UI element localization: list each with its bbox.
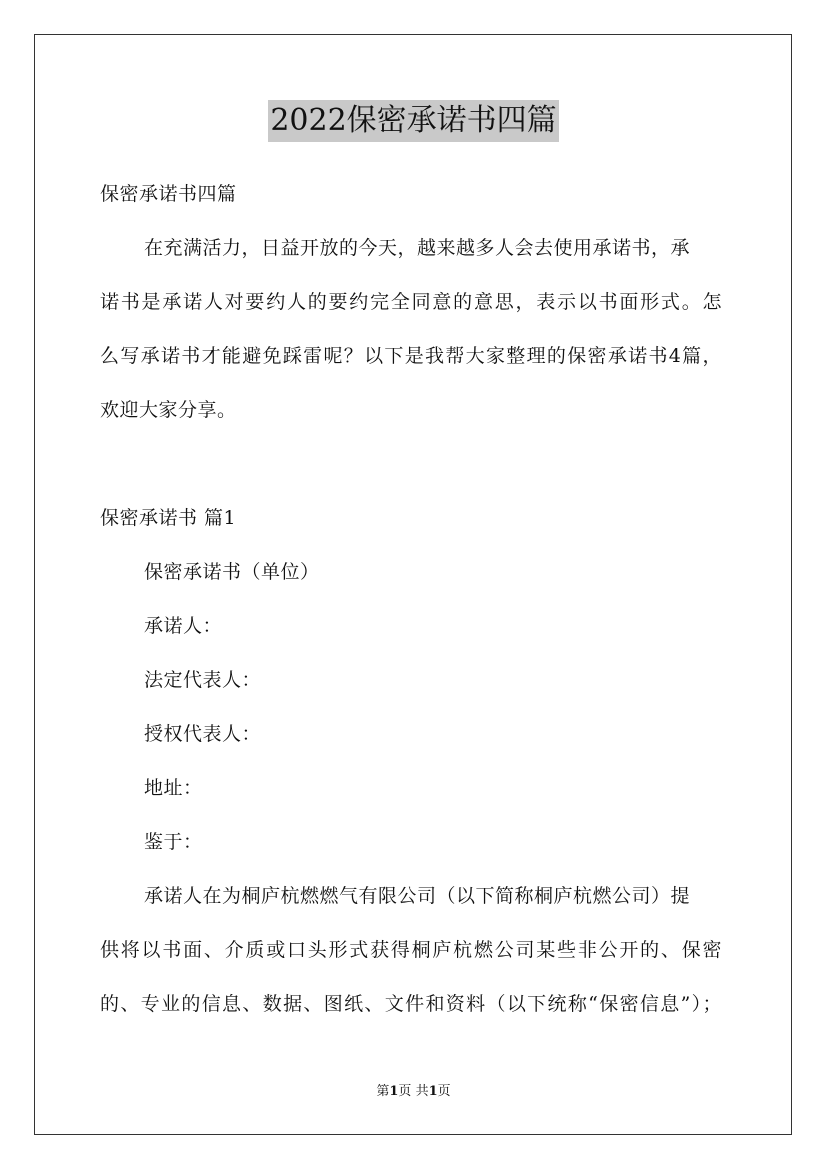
intro-line-1: 在充满活力，日益开放的今天，越来越多人会去使用承诺书，承 (144, 237, 691, 259)
field-promisor: 承诺人： (144, 615, 223, 637)
document-title: 2022保密承诺书四篇 (268, 100, 558, 142)
intro-line-2: 诺书是承诺人对要约人的要约完全同意的意思，表示以书面形式。怎 (100, 291, 722, 313)
field-title: 保密承诺书（单位） (144, 561, 320, 583)
page-footer (0, 1083, 827, 1101)
title-container (0, 100, 827, 142)
footer-page-prefix: 第 (376, 1084, 390, 1099)
footer-page-number: 1 (389, 1084, 399, 1099)
field-authorized-representative: 授权代表人： (144, 723, 262, 745)
body-line-1: 承诺人在为桐庐杭燃燃气有限公司（以下简称桐庐杭燃公司）提 (144, 885, 691, 907)
field-legal-representative: 法定代表人： (144, 669, 262, 691)
intro-line-3: 么写承诺书才能避免踩雷呢？以下是我帮大家整理的保密承诺书4篇， (100, 345, 722, 367)
body-line-2: 供将以书面、介质或口头形式获得桐庐杭燃公司某些非公开的、保密 (100, 939, 722, 961)
footer-page-suffix: 页 (398, 1084, 412, 1099)
document-subtitle: 保密承诺书四篇 (100, 183, 237, 205)
footer-total-suffix: 页 (437, 1084, 451, 1099)
footer-total-prefix: 共 (415, 1084, 429, 1099)
intro-line-4: 欢迎大家分享。 (100, 399, 237, 421)
footer-total-pages: 1 (428, 1084, 438, 1099)
field-whereas: 鉴于： (144, 831, 203, 853)
section-heading: 保密承诺书 篇1 (100, 507, 237, 529)
field-address: 地址： (144, 777, 203, 799)
body-line-3: 的、专业的信息、数据、图纸、文件和资料（以下统称“保密信息”）； (100, 993, 722, 1015)
